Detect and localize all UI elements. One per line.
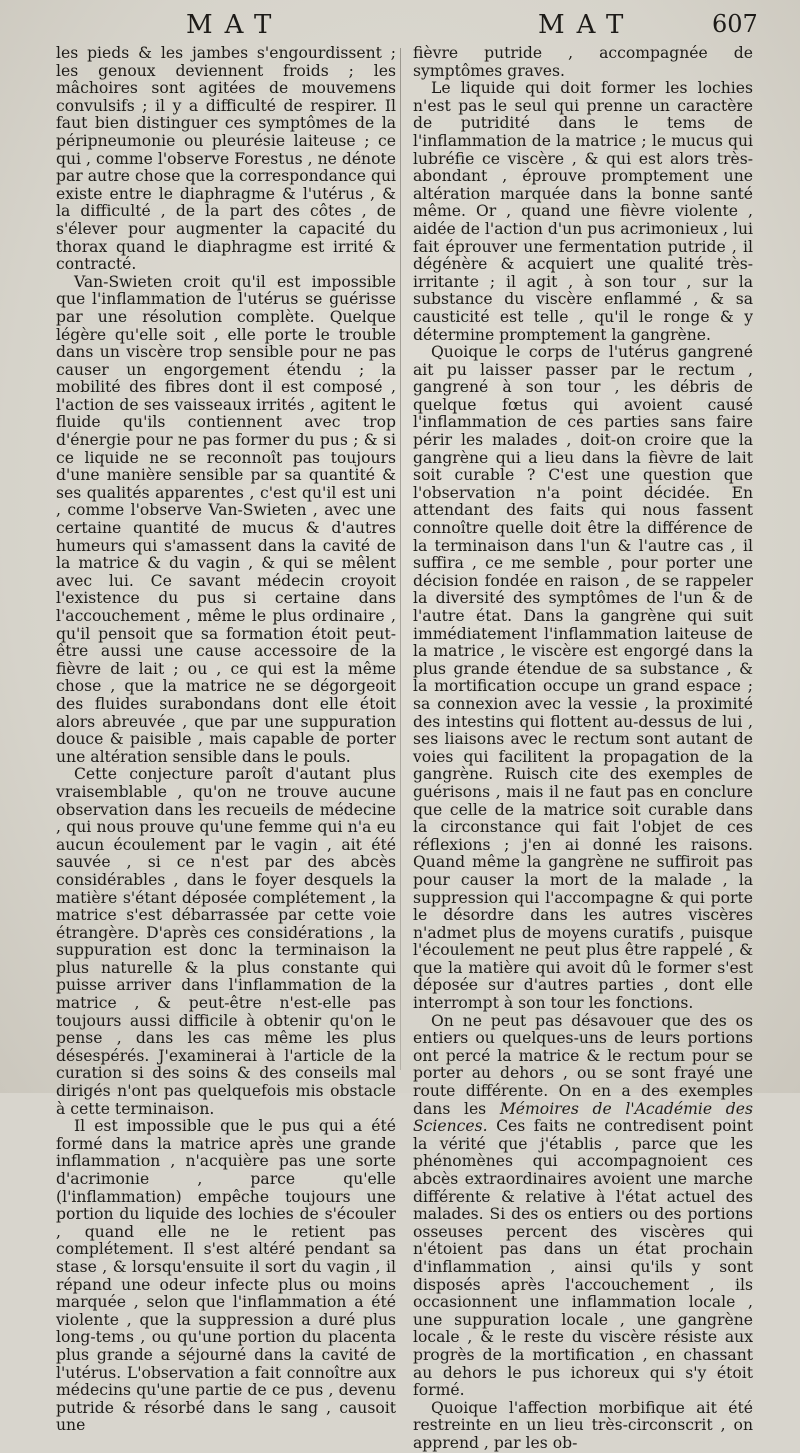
memoires-citation: Mémoires de l'Académie des Sciences. — [413, 1099, 753, 1136]
right-column — [413, 45, 753, 1453]
right-paragraph-1: fièvre putride , accompagnée de symptômes graves. — [413, 44, 753, 80]
left-column — [56, 45, 396, 1435]
right-paragraph-4-start: On ne peut pas désavouer que des os entiers ou quelques-uns de leurs portions ont percé la matrice & le rectum pour se porter au dehors , ou se sont frayé une route différente. On en a des exemples dans les — [413, 1011, 753, 1118]
right-paragraph-5: Quoique l'affection morbifique ait été restreinte en un lieu très-circonscrit , on apprend , par les ob- — [413, 1398, 753, 1452]
running-header — [0, 10, 800, 44]
page-number: 607 — [712, 10, 758, 38]
right-paragraph-2: Le liquide qui doit former les lochies n'est pas le seul qui prenne un caractère de putridité dans le tems de l'inflammation de la matrice ; le mucus qui lubréfie ce viscère , & qui est alors très-abondant , éprouve promptement une altération marquée dans la bonne santé même. Or , quand une fièvre violente , aidée de l'action d'un pus acrimonieux , lui fait éprouver une fermentation putride , il dégénère & acquiert une qualité très-irritante ; il agit , à son tour , sur la substance du viscère enflammé , & sa causticité est telle , qu'il le ronge & y détermine promptement la gangrène. — [413, 79, 753, 344]
left-paragraph-1: les pieds & les jambes s'engourdissent ; les genoux deviennent froids ; les mâchoires sont agitées de mouvemens convulsifs ; il y a difficulté de respirer. Il faut bien distinguer ces symptômes de la péripneumonie ou pleurésie laiteuse ; ce qui , comme l'observe Forestus , ne dénote par autre chose que la correspondance qui existe entre le diaphragme & l'utérus , & la difficulté , de la part des côtes , de s'élever pour augmenter la capacité du thorax quand le diaphragme est irrité & contracté. — [56, 44, 396, 274]
left-paragraph-3: Cette conjecture paroît d'autant plus vraisemblable , qu'on ne trouve aucune observation dans les recueils de médecine , qui nous prouve qu'une femme qui n'a eu aucun écoulement par le vagin , ait été sauvée , si ce n'est par des abcès considérables , dans le foyer desquels la matière s'étant déposée complétement , la matrice s'est débarrassée par cette voie étrangère. D'après ces considérations , la suppuration est donc la terminaison la plus naturelle & la plus constante qui puisse arriver dans l'inflammation de la matrice , & peut-être n'est-elle pas toujours aussi difficile à obtenir qu'on le pense , dans les cas même les plus désespérés. J'examinerai à l'article de la curation si des soins & des conseils mal dirigés n'ont pas quelquefois mis obstacle à cette terminaison. — [56, 765, 396, 1118]
right-paragraph-4 — [413, 1013, 753, 1400]
right-paragraph-4-end: Ces faits ne contredisent point la vérité que j'établis , parce que les phénomènes qui accompagnoient ces abcès extraordinaires avoient une marche différente & relative à l'état actuel des malades. Si des os entiers ou des portions osseuses percent des viscères qui n'étoient pas dans un état prochain d'inflammation , ainsi qu'ils y sont disposés après l'accouchement , ils occasionnent une inflammation locale , une suppuration locale , une gangrène locale , & le reste du viscère résiste aux progrès de la mortification , en chassant au dehors le pus ichoreux qui s'y étoit formé. — [413, 1117, 753, 1400]
right-paragraph-3: Quoique le corps de l'utérus gangrené ait pu laisser passer par le rectum , gangrené à son tour , les débris de quelque fœtus qui avoient causé l'inflammation de ces parties sans faire périr les malades , doit-on croire que la gangrène qui a lieu dans la fièvre de lait soit curable ? C'est une question que l'observation n'a point décidée. En attendant des faits qui nous fassent connoître quelle doit être la différence de la terminaison dans l'un & l'autre cas , il suffira , ce me semble , pour porter une décision fondée en raison , de se rappeler la diversité des symptômes de l'un & de l'autre état. Dans la gangrène qui suit immédiatement l'inflammation laiteuse de la matrice , le viscère est engorgé dans la plus grande étendue de sa substance , & la mortification occupe un grand espace ; sa connexion avec la vessie , la proximité des intestins qui flottent au-dessus de lui , ses liaisons avec le rectum sont autant de voies qui facilitent la propagation de la gangrène. Ruisch cite des exemples de guérisons , mais il ne faut pas en conclure que celle de la matrice soit curable dans la circonstance qui fait l'objet de ces réflexions ; j'en ai donné les raisons. Quand même la gangrène ne suffiroit pas pour causer la mort de la malade , la suppression qui l'accompagne & qui porte le désordre dans les autres viscères n'admet plus de moyens curatifs , puisque l'écoulement ne peut plus être rappelé , & que la matière qui avoit dû le former s'est déposée sur d'autres parties , dont elle interrompt à son tour les fonctions. — [413, 343, 753, 1013]
left-paragraph-2: Van-Swieten croit qu'il est impossible que l'inflammation de l'utérus se guérisse par une résolution complète. Quelque légère qu'elle soit , elle porte le trouble dans un viscère trop sensible pour ne pas causer un engorgement étendu ; la mobilité des fibres dont il est composé , l'action de ses vaisseaux irrités , agitent le fluide qu'ils contiennent avec trop d'énergie pour ne pas former du pus ; & si ce liquide ne se reconnoît pas toujours d'une manière sensible par sa quantité & ses qualités apparentes , c'est qu'il est uni , comme l'observe Van-Swieten , avec une certaine quantité de mucus & d'autres humeurs qui s'amassent dans la cavité de la matrice & du vagin , & qui se mêlent avec lui. Ce savant médecin croyoit l'existence du pus si certaine dans l'accouchement , même le plus ordinaire , qu'il pensoit que sa formation étoit peut-être aussi une cause accessoire de la fièvre de lait ; ou , ce qui est la même chose , que la matrice ne se dégorgeoit des fluides surabondans dont elle étoit alors abreuvée , que par une suppuration douce & paisible , mais capable de porter une altération sensible dans le pouls. — [56, 272, 396, 766]
header-right-title: MAT — [538, 10, 636, 40]
column-divider — [400, 48, 401, 1070]
left-paragraph-4: Il est impossible que le pus qui a été formé dans la matrice après une grande inflammation , n'acquière pas une sorte d'acrimonie , parce qu'elle (l'inflammation) empêche toujours une portion du liquide des lochies de s'écouler , quand elle ne le retient pas complétement. Il s'est altéré pendant sa stase , & lorsqu'ensuite il sort du vagin , il répand une odeur infecte plus ou moins marquée , selon que l'inflammation a été violente , que la suppression a duré plus long-tems , ou qu'une portion du placenta plus grande a séjourné dans la cavité de l'utérus. L'observation a fait connoître aux médecins qu'une partie de ce pus , devenu putride & résorbé dans le sang , causoit une — [56, 1117, 396, 1435]
header-left-title: MAT — [186, 10, 284, 40]
